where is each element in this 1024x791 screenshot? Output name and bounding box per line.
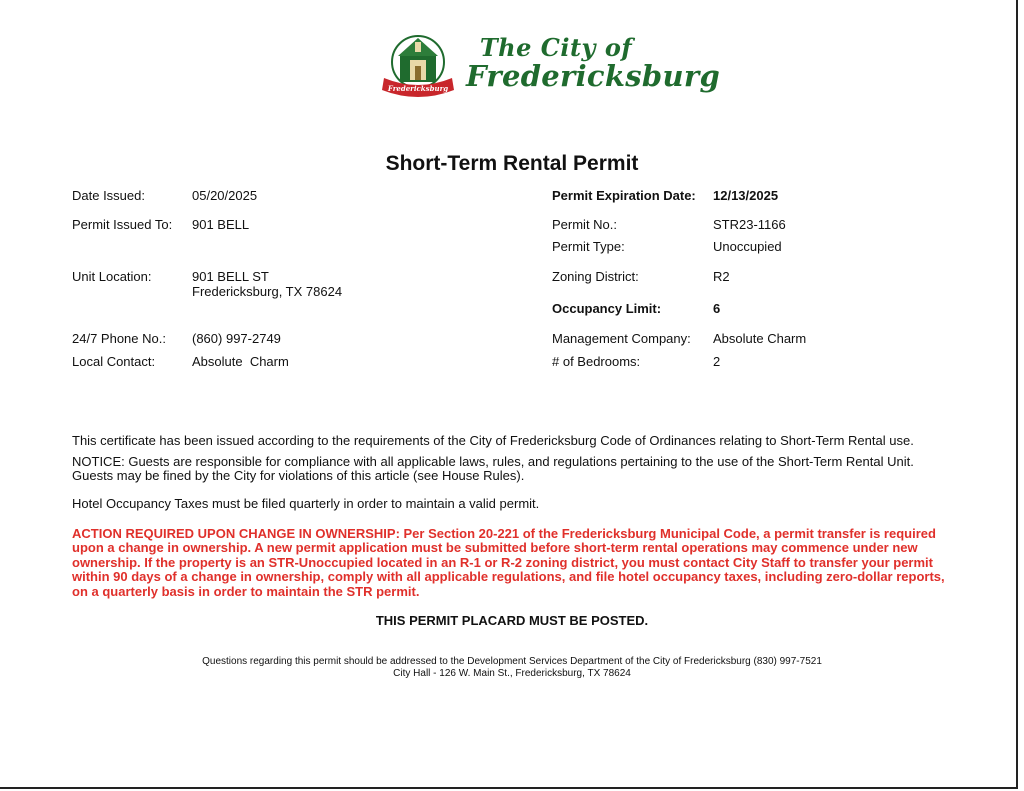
bedrooms-value: 2 (713, 354, 721, 369)
notice-line-1: NOTICE: Guests are responsible for compliance with all applicable laws, rules, and regulations pertaining to the use of the Short-Term Rental Unit. (72, 454, 914, 469)
unit-location-line-1: 901 BELL ST (192, 269, 269, 284)
date-issued-label: Date Issued: (72, 188, 145, 203)
unit-location-label: Unit Location: (72, 269, 152, 284)
action-required-line-3: ownership. If the property is an STR-Unoccupied located in an R-1 or R-2 zoning district, you must contact City Staff to transfer your permit (72, 555, 933, 570)
mgmt-label: Management Company: (552, 331, 691, 346)
expiration-label: Permit Expiration Date: (552, 188, 696, 203)
footer-line-2: City Hall - 126 W. Main St., Fredericksburg, TX 78624 (393, 668, 631, 679)
logo-line-1: The City of (479, 33, 633, 62)
date-issued-value: 05/20/2025 (192, 188, 258, 203)
footer-line-1: Questions regarding this permit should be addressed to the Development Services Department of the City of Fredericksburg (830) 997-7521 (202, 656, 822, 667)
action-required-line-5: on a quarterly basis in order to maintain the STR permit. (72, 584, 420, 599)
expiration-value: 12/13/2025 (713, 188, 779, 203)
svg-text:Fredericksburg: Fredericksburg (387, 84, 449, 93)
certificate-text: This certificate has been issued according to the requirements of the City of Fredericksburg Code of Ordinances relating to Short-Term Rental use. (72, 433, 914, 448)
mgmt-value: Absolute Charm (713, 331, 807, 346)
logo-wordmark (466, 33, 721, 93)
zoning-label: Zoning District: (552, 269, 639, 284)
unit-location-line-2: Fredericksburg, TX 78624 (192, 284, 343, 299)
permit-no-value: STR23-1166 (713, 217, 786, 232)
action-required-line-2: upon a change in ownership. A new permit application must be submitted before short-term rental operations may commence under new (72, 540, 918, 555)
permit-type-label: Permit Type: (552, 239, 625, 254)
bedrooms-label: # of Bedrooms: (552, 354, 641, 369)
logo-line-2: Fredericksburg (466, 59, 721, 93)
document-title: Short-Term Rental Permit (385, 152, 639, 175)
phone-value: (860) 997-2749 (192, 331, 281, 346)
hotel-tax-text: Hotel Occupancy Taxes must be filed quarterly in order to maintain a valid permit. (72, 496, 540, 511)
footer (0, 656, 1024, 680)
permit-type-value: Unoccupied (713, 239, 782, 254)
issued-to-label: Permit Issued To: (72, 217, 173, 232)
occupancy-value: 6 (713, 301, 721, 316)
notice-line-2: Guests may be fined by the City for violations of this article (see House Rules). (72, 468, 525, 483)
action-required-line-1: ACTION REQUIRED UPON CHANGE IN OWNERSHIP: Per Section 20-221 of the Fredericksburg Municipal Code, a permit transfer is required (72, 526, 936, 541)
local-contact-value: Absolute Charm (192, 354, 289, 369)
posting-notice: THIS PERMIT PLACARD MUST BE POSTED. (375, 613, 649, 628)
occupancy-label: Occupancy Limit: (552, 301, 662, 316)
zoning-value: R2 (713, 269, 730, 284)
action-required-line-4: within 90 days of a change in ownership, comply with all applicable regulations, and file hotel occupancy taxes, including zero-dollar reports, (72, 569, 945, 584)
permit-no-label: Permit No.: (552, 217, 618, 232)
phone-label: 24/7 Phone No.: (72, 331, 166, 346)
issued-to-value: 901 BELL (192, 217, 250, 232)
local-contact-label: Local Contact: (72, 354, 156, 369)
